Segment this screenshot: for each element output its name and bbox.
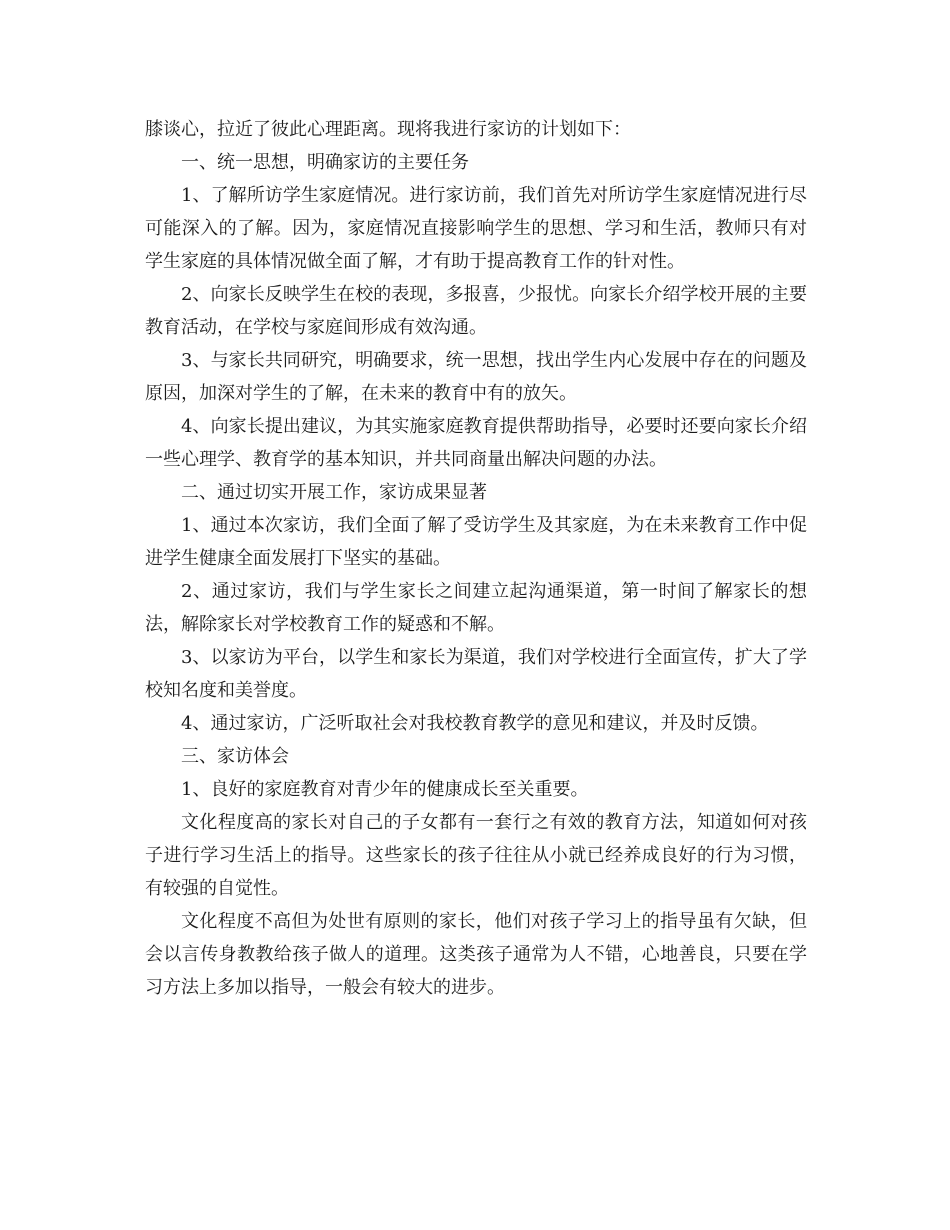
paragraph: 4、通过家访，广泛听取社会对我校教育教学的意见和建议，并及时反馈。 [181,713,769,734]
document-body [145,113,807,1004]
paragraph: 2、通过家访，我们与学生家长之间建立起沟通渠道，第一时间了解家长的想法，解除家长对学校教育工作的疑惑和不解。 [145,581,807,635]
section-heading-2: 二、通过切实开展工作，家访成果显著 [181,482,487,503]
paragraph: 1、通过本次家访，我们全面了解了受访学生及其家庭，为在未来教育工作中促进学生健康全面发展打下坚实的基础。 [145,515,807,569]
paragraph: 文化程度高的家长对自己的子女都有一套行之有效的教育方法，知道如何对孩子进行学习生活上的指导。这些家长的孩子往往从小就已经养成良好的行为习惯，有较强的自觉性。 [145,812,807,899]
paragraph: 1、良好的家庭教育对青少年的健康成长至关重要。 [181,779,589,800]
paragraph: 4、向家长提出建议，为其实施家庭教育提供帮助指导，必要时还要向家长介绍一些心理学、教育学的基本知识，并共同商量出解决问题的办法。 [145,416,807,470]
paragraph: 1、了解所访学生家庭情况。进行家访前，我们首先对所访学生家庭情况进行尽可能深入的了解。因为，家庭情况直接影响学生的思想、学习和生活，教师只有对学生家庭的具体情况做全面了解，才有助于提高教育工作的针对性。 [145,185,807,272]
paragraph: 文化程度不高但为处世有原则的家长，他们对孩子学习上的指导虽有欠缺，但会以言传身教教给孩子做人的道理。这类孩子通常为人不错，心地善良，只要在学习方法上多加以指导，一般会有较大的进步。 [145,911,807,998]
paragraph: 3、与家长共同研究，明确要求，统一思想，找出学生内心发展中存在的问题及原因，加深对学生的了解，在未来的教育中有的放矢。 [145,350,807,404]
paragraph: 膝谈心，拉近了彼此心理距离。现将我进行家访的计划如下： [145,119,631,140]
paragraph: 2、向家长反映学生在校的表现，多报喜，少报忧。向家长介绍学校开展的主要教育活动，在学校与家庭间形成有效沟通。 [145,284,807,338]
paragraph: 3、以家访为平台，以学生和家长为渠道，我们对学校进行全面宣传，扩大了学校知名度和美誉度。 [145,647,807,701]
section-heading-1: 一、统一思想，明确家访的主要任务 [181,152,469,173]
section-heading-3: 三、家访体会 [181,746,289,767]
